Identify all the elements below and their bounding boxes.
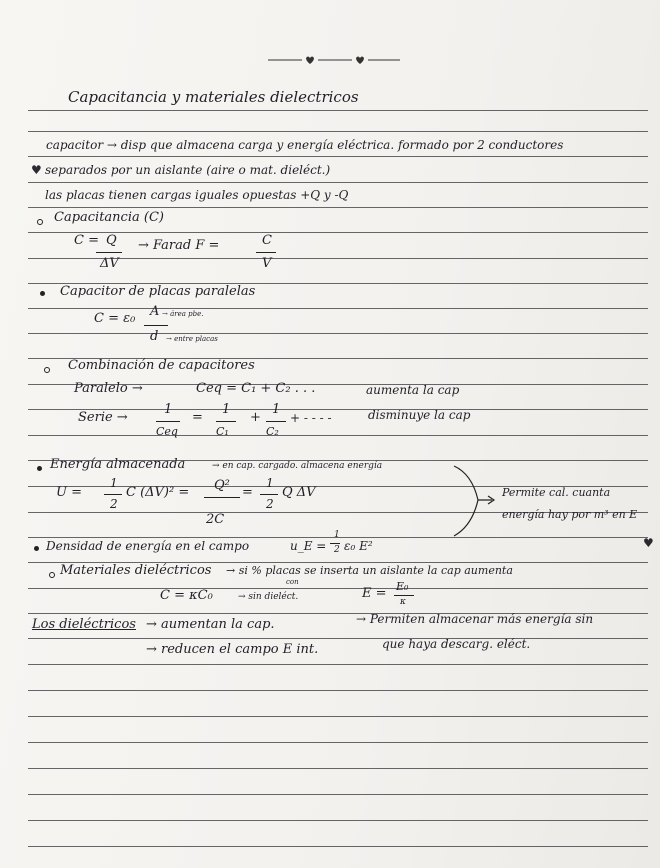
serie-ceq: Ceq (156, 425, 178, 438)
fraction-bar (256, 252, 276, 253)
materiales-small-note: con (286, 578, 299, 586)
ruled-line (28, 435, 648, 436)
farad-numerator: C (262, 233, 272, 248)
ruled-line (28, 333, 648, 334)
ruled-line (28, 258, 648, 259)
dielectricos-label: Los dieléctricos (32, 617, 136, 632)
fraction-bar (104, 494, 122, 495)
materiales-field-lhs: E = (362, 586, 387, 601)
densidad-frac-num: 1 (334, 530, 340, 540)
farad-denominator: V (262, 256, 272, 271)
fraction-bar (260, 494, 278, 495)
paralelo-formula: Ceq = C₁ + C₂ . . . (196, 381, 316, 396)
fraction-bar (96, 252, 122, 253)
placas-numerator: A (150, 304, 160, 319)
energia-side-note-2: energía hay por m³ en E (502, 508, 638, 521)
bullet-icon (40, 291, 45, 296)
bullet-icon (37, 466, 42, 471)
farad-unit: → Farad F = (138, 238, 220, 253)
materiales-field-num: E₀ (396, 580, 409, 593)
heart-bullet-icon: ♥ (31, 163, 42, 177)
materiales-formula-note: → sin dieléct. (238, 592, 299, 602)
placas-numerator-note: → área pbe. (162, 310, 204, 318)
ruled-line (28, 716, 648, 717)
ruled-line (28, 131, 648, 132)
dielectricos-arrow1: → aumentan la cap. (146, 617, 275, 632)
energia-equals: = (242, 485, 253, 500)
energia-half-num: 1 (110, 476, 118, 490)
ruled-line (28, 690, 648, 691)
serie-equals: = (192, 410, 203, 425)
page-title: Capacitancia y materiales dielectricos (68, 88, 359, 106)
fraction-bar (330, 543, 340, 544)
ruled-line (28, 638, 648, 639)
capacitancia-formula-lhs: C = (74, 233, 99, 248)
serie-plus: + (250, 410, 261, 425)
serie-one: 1 (272, 402, 281, 417)
energia-heading-note: → en cap. cargado. almacena energía (212, 461, 383, 471)
energia-c-dv: C (ΔV)² = (126, 485, 190, 500)
ruled-line (28, 308, 648, 309)
serie-one: 1 (164, 402, 173, 417)
brace-arrow-icon (452, 464, 498, 538)
serie-dots: + - - - - (290, 411, 332, 425)
energia-u-lhs: U = (56, 485, 82, 500)
energia-q2: Q² (214, 478, 230, 493)
energia-heading: Energía almacenada (50, 457, 186, 472)
dielectricos-arrow2-note: que haya descarg. eléct. (382, 637, 531, 651)
placas-denominator-note: → entre placas (166, 335, 218, 343)
open-bullet-icon (37, 219, 43, 225)
energia-half-num: 1 (266, 476, 274, 490)
paralelo-note: aumenta la cap (366, 383, 460, 397)
ruled-line (28, 794, 648, 795)
materiales-heading: Materiales dieléctricos (60, 563, 212, 578)
densidad-heading: Densidad de energía en el campo (46, 539, 250, 553)
fraction-bar (204, 497, 240, 498)
placas-denominator: d (150, 329, 159, 344)
serie-label: Serie → (78, 410, 128, 425)
energia-q-dv: Q ΔV (282, 485, 316, 500)
energia-side-note-1: Permite cal. cuanta (502, 486, 611, 499)
ruled-line (28, 182, 648, 183)
fraction-bar (394, 595, 414, 596)
ruled-line (28, 846, 648, 847)
placas-line: las placas tienen cargas iguales opuestas +Q y -Q (45, 188, 349, 202)
heart-divider-ornament (268, 53, 400, 67)
ruled-line (28, 156, 648, 157)
ruled-line (28, 110, 648, 111)
separados-line: separados por un aislante (aire o mat. dieléct.) (45, 163, 331, 177)
energia-2c: 2C (206, 512, 225, 527)
capacitancia-denominator: ΔV (100, 256, 119, 271)
heart-margin-icon: ♥ (643, 536, 654, 550)
fraction-bar (156, 421, 180, 422)
densidad-frac-den: 2 (334, 545, 340, 555)
open-bullet-icon (44, 367, 50, 373)
serie-note: disminuye la cap (368, 408, 471, 422)
capacitancia-numerator: Q (106, 233, 117, 248)
ruled-line (28, 820, 648, 821)
dielectricos-arrow1-note: → Permiten almacenar más energía sin (356, 612, 594, 626)
ruled-line (28, 768, 648, 769)
serie-c2: C₂ (266, 425, 279, 438)
bullet-icon (34, 546, 39, 551)
serie-c1: C₁ (216, 425, 229, 438)
paralelo-label: Paralelo → (74, 381, 143, 396)
ruled-line (28, 232, 648, 233)
dielectricos-arrow2: → reducen el campo E int. (146, 642, 319, 657)
ruled-line (28, 207, 648, 208)
placas-formula-lhs: C = ε₀ (94, 311, 136, 326)
densidad-tail: ε₀ E² (344, 539, 373, 553)
ruled-line (28, 742, 648, 743)
materiales-field-den: κ (400, 597, 406, 607)
fraction-bar (266, 421, 286, 422)
capacitor-definition: capacitor → disp que almacena carga y energía eléctrica. formado por 2 conductores (46, 138, 564, 152)
placas-paralelas-heading: Capacitor de placas paralelas (60, 284, 256, 299)
materiales-formula: C = κC₀ (160, 588, 213, 603)
energia-half-den: 2 (110, 497, 118, 511)
serie-one: 1 (222, 402, 231, 417)
energia-half-den: 2 (266, 497, 274, 511)
combinacion-heading: Combinación de capacitores (68, 358, 255, 373)
open-bullet-icon (49, 572, 55, 578)
ruled-line (28, 664, 648, 665)
ruled-line (28, 588, 648, 589)
fraction-bar (144, 325, 168, 326)
densidad-formula: u_E = (290, 539, 327, 553)
fraction-bar (216, 421, 236, 422)
materiales-note: → si % placas se inserta un aislante la cap aumenta (226, 564, 513, 577)
capacitancia-heading: Capacitancia (C) (54, 210, 164, 225)
